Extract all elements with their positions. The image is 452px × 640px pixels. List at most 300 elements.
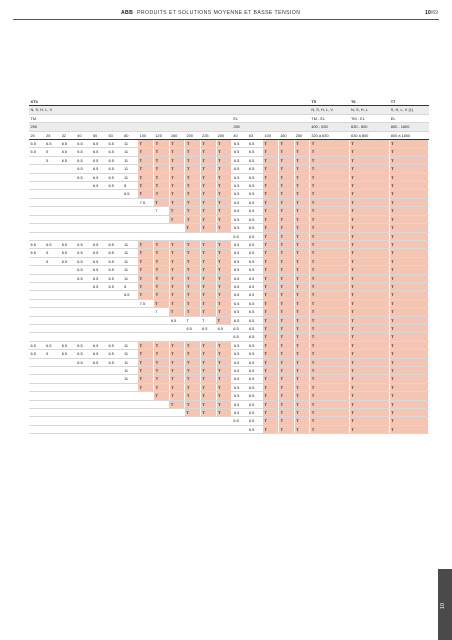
table-row <box>29 316 429 324</box>
value-cell: 6.5 <box>107 165 123 173</box>
total-selectivity-cell: T <box>350 308 390 316</box>
empty-cell <box>45 358 61 366</box>
total-selectivity-cell: T <box>279 417 295 425</box>
total-selectivity-cell: T <box>310 350 350 358</box>
value-cell: 7 <box>154 207 170 215</box>
value-cell: 6.5 <box>247 291 263 299</box>
empty-cell <box>185 425 201 433</box>
total-selectivity-cell: T <box>389 367 429 375</box>
empty-cell <box>29 257 45 265</box>
empty-cell <box>91 316 107 324</box>
total-selectivity-cell: T <box>279 409 295 417</box>
total-selectivity-cell: T <box>310 299 350 307</box>
total-selectivity-cell: T <box>138 266 154 274</box>
empty-cell <box>29 173 45 181</box>
empty-cell <box>154 215 170 223</box>
total-selectivity-cell: T <box>350 375 390 383</box>
table-row <box>29 392 429 400</box>
value-cell: 7.5 <box>138 299 154 307</box>
empty-cell <box>29 165 45 173</box>
total-selectivity-cell: T <box>201 190 217 198</box>
total-selectivity-cell: T <box>294 316 310 324</box>
value-cell: 6.5 <box>76 266 92 274</box>
value-cell: 6.5 <box>76 358 92 366</box>
empty-cell <box>45 291 61 299</box>
empty-cell <box>154 409 170 417</box>
total-selectivity-cell: T <box>389 215 429 223</box>
total-selectivity-cell: T <box>294 198 310 206</box>
total-selectivity-cell: T <box>310 165 350 173</box>
empty-cell <box>29 190 45 198</box>
empty-cell <box>29 375 45 383</box>
rating-cell: 225 <box>201 131 217 139</box>
total-selectivity-cell: T <box>263 266 279 274</box>
value-cell: 6.5 <box>107 350 123 358</box>
total-selectivity-cell: T <box>310 425 350 433</box>
total-selectivity-cell: T <box>185 173 201 181</box>
total-selectivity-cell: T <box>185 383 201 391</box>
empty-cell <box>201 232 217 240</box>
value-cell: 6.5 <box>107 249 123 257</box>
total-selectivity-cell: T <box>350 190 390 198</box>
empty-cell <box>91 333 107 341</box>
table-row <box>29 274 429 282</box>
total-selectivity-cell: T <box>389 224 429 232</box>
total-selectivity-cell: T <box>294 140 310 148</box>
value-cell: 6.5 <box>247 358 263 366</box>
empty-cell <box>76 224 92 232</box>
value-cell: 6.5 <box>91 173 107 181</box>
value-cell: 6.5 <box>247 232 263 240</box>
total-selectivity-cell: T <box>201 367 217 375</box>
total-selectivity-cell: T <box>294 215 310 223</box>
value-cell: 6.5 <box>247 198 263 206</box>
total-selectivity-cell: T <box>263 350 279 358</box>
total-selectivity-cell: T <box>279 383 295 391</box>
empty-cell <box>107 400 123 408</box>
total-selectivity-cell: T <box>310 215 350 223</box>
total-selectivity-cell: T <box>350 140 390 148</box>
empty-cell <box>76 207 92 215</box>
total-selectivity-cell: T <box>263 400 279 408</box>
total-selectivity-cell: T <box>279 425 295 433</box>
total-selectivity-cell: T <box>216 156 232 164</box>
empty-cell <box>60 417 76 425</box>
empty-cell <box>60 266 76 274</box>
total-selectivity-cell: T <box>169 400 185 408</box>
total-selectivity-cell: T <box>138 350 154 358</box>
value-cell: 6.5 <box>76 173 92 181</box>
total-selectivity-cell: T <box>169 207 185 215</box>
value-cell: 6.5 <box>247 350 263 358</box>
total-selectivity-cell: T <box>138 240 154 248</box>
table-row <box>29 350 429 358</box>
empty-cell <box>60 333 76 341</box>
total-selectivity-cell: T <box>216 350 232 358</box>
total-selectivity-cell: T <box>389 173 429 181</box>
total-selectivity-cell: T <box>216 165 232 173</box>
value-cell: 6.5 <box>232 156 248 164</box>
total-selectivity-cell: T <box>294 358 310 366</box>
empty-cell <box>60 173 76 181</box>
total-selectivity-cell: T <box>185 299 201 307</box>
total-selectivity-cell: T <box>350 165 390 173</box>
value-cell: 6.5 <box>247 400 263 408</box>
total-selectivity-cell: T <box>279 182 295 190</box>
rating-row <box>29 131 429 139</box>
type-el: EL <box>232 114 310 122</box>
total-selectivity-cell: T <box>389 148 429 156</box>
empty-cell <box>123 316 139 324</box>
total-selectivity-cell: T <box>294 190 310 198</box>
rating-cell: 63 <box>247 131 263 139</box>
total-selectivity-cell: T <box>350 274 390 282</box>
total-selectivity-cell: T <box>350 232 390 240</box>
value-cell: 6.5 <box>247 240 263 248</box>
total-selectivity-cell: T <box>154 156 170 164</box>
empty-cell <box>60 182 76 190</box>
section-tab-label: 10 <box>440 602 447 610</box>
total-selectivity-cell: T <box>169 308 185 316</box>
value-cell: 11 <box>123 341 139 349</box>
table-row <box>29 173 429 181</box>
empty-cell <box>29 425 45 433</box>
value-cell: 6.5 <box>232 140 248 148</box>
total-selectivity-cell: T <box>389 341 429 349</box>
empty-cell <box>185 417 201 425</box>
value-cell: 6.5 <box>29 240 45 248</box>
value-cell: 6.5 <box>232 249 248 257</box>
value-cell: 6.5 <box>107 182 123 190</box>
empty-cell <box>107 215 123 223</box>
value-cell: 11 <box>123 240 139 248</box>
total-selectivity-cell: T <box>263 358 279 366</box>
total-selectivity-cell: T <box>310 333 350 341</box>
total-selectivity-cell: T <box>389 400 429 408</box>
total-selectivity-cell: T <box>350 341 390 349</box>
empty-cell <box>123 224 139 232</box>
table-row <box>29 182 429 190</box>
total-selectivity-cell: T <box>263 282 279 290</box>
empty-cell <box>45 392 61 400</box>
total-selectivity-cell: T <box>169 375 185 383</box>
value-cell: 6.5 <box>107 257 123 265</box>
empty-cell <box>76 400 92 408</box>
page-title: PRODUITS ET SOLUTIONS MOYENNE ET BASSE TENSION <box>137 10 301 16</box>
empty-cell <box>138 308 154 316</box>
empty-cell <box>76 316 92 324</box>
empty-cell <box>91 299 107 307</box>
empty-cell <box>60 316 76 324</box>
value-cell: 6.5 <box>91 266 107 274</box>
value-cell: 6.5 <box>247 282 263 290</box>
total-selectivity-cell: T <box>154 148 170 156</box>
value-cell: 6.5 <box>232 299 248 307</box>
total-selectivity-cell: T <box>169 215 185 223</box>
total-selectivity-cell: T <box>310 417 350 425</box>
table-row <box>29 140 429 148</box>
total-selectivity-cell: T <box>185 367 201 375</box>
total-selectivity-cell: T <box>294 333 310 341</box>
empty-cell <box>138 425 154 433</box>
empty-cell <box>45 173 61 181</box>
total-selectivity-cell: T <box>294 173 310 181</box>
value-cell: 6.5 <box>107 148 123 156</box>
table-row <box>29 165 429 173</box>
total-selectivity-cell: T <box>185 224 201 232</box>
total-selectivity-cell: T <box>294 282 310 290</box>
empty-cell <box>45 274 61 282</box>
total-selectivity-cell: T <box>294 367 310 375</box>
total-selectivity-cell: T <box>263 392 279 400</box>
total-selectivity-cell: T <box>263 207 279 215</box>
table-row <box>29 375 429 383</box>
value-cell: 6.5 <box>247 224 263 232</box>
value-cell: 6.5 <box>247 392 263 400</box>
total-selectivity-cell: T <box>310 190 350 198</box>
total-selectivity-cell: T <box>294 249 310 257</box>
rating-cell: 320 à 630 <box>310 131 350 139</box>
total-selectivity-cell: T <box>294 409 310 417</box>
rating-cell: 32 <box>60 131 76 139</box>
total-selectivity-cell: T <box>389 333 429 341</box>
total-selectivity-cell: T <box>350 291 390 299</box>
rating-cell: 40 <box>76 131 92 139</box>
total-selectivity-cell: T <box>154 282 170 290</box>
empty-cell <box>91 417 107 425</box>
total-selectivity-cell: T <box>294 232 310 240</box>
table-row <box>29 232 429 240</box>
value-cell: 6.5 <box>185 324 201 332</box>
total-selectivity-cell: T <box>216 182 232 190</box>
value-cell: 11 <box>123 367 139 375</box>
value-cell: 6.5 <box>232 400 248 408</box>
total-selectivity-cell: T <box>279 316 295 324</box>
total-selectivity-cell: T <box>389 249 429 257</box>
empty-cell <box>29 400 45 408</box>
empty-cell <box>185 333 201 341</box>
empty-cell <box>76 232 92 240</box>
empty-cell <box>60 215 76 223</box>
value-cell: 11 <box>123 140 139 148</box>
total-selectivity-cell: T <box>185 375 201 383</box>
value-cell: 6.5 <box>232 333 248 341</box>
empty-cell <box>91 190 107 198</box>
value-cell: 6.5 <box>247 375 263 383</box>
empty-cell <box>60 198 76 206</box>
total-selectivity-cell: T <box>201 240 217 248</box>
empty-cell <box>107 392 123 400</box>
empty-cell <box>169 417 185 425</box>
total-selectivity-cell: T <box>154 173 170 181</box>
empty-cell <box>45 215 61 223</box>
empty-cell <box>91 375 107 383</box>
value-cell: T <box>185 316 201 324</box>
empty-cell <box>76 383 92 391</box>
empty-cell <box>123 232 139 240</box>
table-row <box>29 257 429 265</box>
version-blank <box>232 106 310 114</box>
table-row <box>29 156 429 164</box>
total-selectivity-cell: T <box>263 417 279 425</box>
value-cell: 6.5 <box>91 156 107 164</box>
empty-cell <box>201 333 217 341</box>
empty-cell <box>45 198 61 206</box>
group-xt4: XT4 <box>29 98 232 106</box>
total-selectivity-cell: T <box>263 341 279 349</box>
total-selectivity-cell: T <box>216 240 232 248</box>
total-selectivity-cell: T <box>389 232 429 240</box>
total-selectivity-cell: T <box>185 182 201 190</box>
total-selectivity-cell: T <box>310 341 350 349</box>
rating-cell: 50 <box>91 131 107 139</box>
group-t6: T6 <box>350 98 390 106</box>
value-cell: 6.5 <box>247 308 263 316</box>
empty-cell <box>60 392 76 400</box>
total-selectivity-cell: T <box>350 392 390 400</box>
value-cell: 6.5 <box>232 308 248 316</box>
total-selectivity-cell: T <box>389 417 429 425</box>
total-selectivity-cell: T <box>294 308 310 316</box>
total-selectivity-cell: T <box>201 224 217 232</box>
total-selectivity-cell: T <box>216 375 232 383</box>
value-cell: 6.5 <box>91 274 107 282</box>
empty-cell <box>45 383 61 391</box>
total-selectivity-cell: T <box>279 274 295 282</box>
total-selectivity-cell: T <box>185 400 201 408</box>
total-selectivity-cell: T <box>201 140 217 148</box>
empty-cell <box>154 425 170 433</box>
total-selectivity-cell: T <box>389 358 429 366</box>
empty-cell <box>232 425 248 433</box>
empty-cell <box>76 425 92 433</box>
empty-cell <box>154 324 170 332</box>
total-selectivity-cell: T <box>263 383 279 391</box>
empty-cell <box>154 316 170 324</box>
empty-cell <box>60 282 76 290</box>
empty-cell <box>107 383 123 391</box>
range-t7: 800 - 1600 <box>389 123 429 131</box>
empty-cell <box>45 400 61 408</box>
value-cell: 6.5 <box>91 341 107 349</box>
value-cell: 6.5 <box>107 140 123 148</box>
total-selectivity-cell: T <box>169 190 185 198</box>
empty-cell <box>29 274 45 282</box>
total-selectivity-cell: T <box>263 190 279 198</box>
total-selectivity-cell: T <box>138 367 154 375</box>
value-cell: 6.5 <box>232 232 248 240</box>
empty-cell <box>29 308 45 316</box>
value-cell: 5 <box>45 156 61 164</box>
empty-cell <box>76 409 92 417</box>
empty-cell <box>76 198 92 206</box>
total-selectivity-cell: T <box>138 291 154 299</box>
total-selectivity-cell: T <box>279 257 295 265</box>
empty-cell <box>154 224 170 232</box>
total-selectivity-cell: T <box>263 148 279 156</box>
total-selectivity-cell: T <box>350 350 390 358</box>
version-xt4: N, S, H, L, V <box>29 106 232 114</box>
value-cell: 6.5 <box>232 367 248 375</box>
empty-cell <box>60 425 76 433</box>
value-cell: 6.5 <box>76 148 92 156</box>
total-selectivity-cell: T <box>216 341 232 349</box>
value-cell: 6.5 <box>201 324 217 332</box>
value-cell: 6.5 <box>247 207 263 215</box>
empty-cell <box>60 358 76 366</box>
total-selectivity-cell: T <box>185 148 201 156</box>
total-selectivity-cell: T <box>169 266 185 274</box>
value-cell: 11 <box>123 375 139 383</box>
table-row <box>29 333 429 341</box>
empty-cell <box>76 182 92 190</box>
total-selectivity-cell: T <box>350 207 390 215</box>
total-selectivity-cell: T <box>138 383 154 391</box>
total-selectivity-cell: T <box>350 173 390 181</box>
total-selectivity-cell: T <box>294 425 310 433</box>
total-selectivity-cell: T <box>389 156 429 164</box>
empty-cell <box>169 425 185 433</box>
value-cell: 6.5 <box>232 207 248 215</box>
total-selectivity-cell: T <box>201 198 217 206</box>
total-selectivity-cell: T <box>279 140 295 148</box>
empty-cell <box>76 333 92 341</box>
total-selectivity-cell: T <box>185 341 201 349</box>
empty-cell <box>91 291 107 299</box>
total-selectivity-cell: T <box>154 240 170 248</box>
group-blank <box>232 98 310 106</box>
empty-cell <box>185 232 201 240</box>
empty-cell <box>29 417 45 425</box>
empty-cell <box>29 156 45 164</box>
value-cell: 6.5 <box>232 257 248 265</box>
total-selectivity-cell: T <box>294 417 310 425</box>
rating-cell: 630 à 800 <box>350 131 390 139</box>
value-cell: 6.5 <box>247 299 263 307</box>
value-cell: 6.5 <box>247 215 263 223</box>
total-selectivity-cell: T <box>185 392 201 400</box>
value-cell: 6.5 <box>247 148 263 156</box>
total-selectivity-cell: T <box>389 274 429 282</box>
value-cell: 6.5 <box>76 257 92 265</box>
total-selectivity-cell: T <box>350 324 390 332</box>
value-cell: 11 <box>123 274 139 282</box>
total-selectivity-cell: T <box>350 425 390 433</box>
empty-cell <box>91 383 107 391</box>
total-selectivity-cell: T <box>185 291 201 299</box>
rating-cell: 25 <box>45 131 61 139</box>
total-selectivity-cell: T <box>169 182 185 190</box>
value-cell: T <box>201 316 217 324</box>
total-selectivity-cell: T <box>201 257 217 265</box>
total-selectivity-cell: T <box>169 240 185 248</box>
value-cell: 6.5 <box>232 392 248 400</box>
value-cell: 6.5 <box>76 240 92 248</box>
total-selectivity-cell: T <box>263 333 279 341</box>
empty-cell <box>107 425 123 433</box>
total-selectivity-cell: T <box>216 316 232 324</box>
total-selectivity-cell: T <box>263 215 279 223</box>
rating-cell: 100 <box>138 131 154 139</box>
total-selectivity-cell: T <box>279 156 295 164</box>
total-selectivity-cell: T <box>201 215 217 223</box>
total-selectivity-cell: T <box>263 232 279 240</box>
value-cell: 5 <box>45 148 61 156</box>
total-selectivity-cell: T <box>350 417 390 425</box>
value-cell: 6.5 <box>45 341 61 349</box>
table-row <box>29 409 429 417</box>
empty-cell <box>29 282 45 290</box>
